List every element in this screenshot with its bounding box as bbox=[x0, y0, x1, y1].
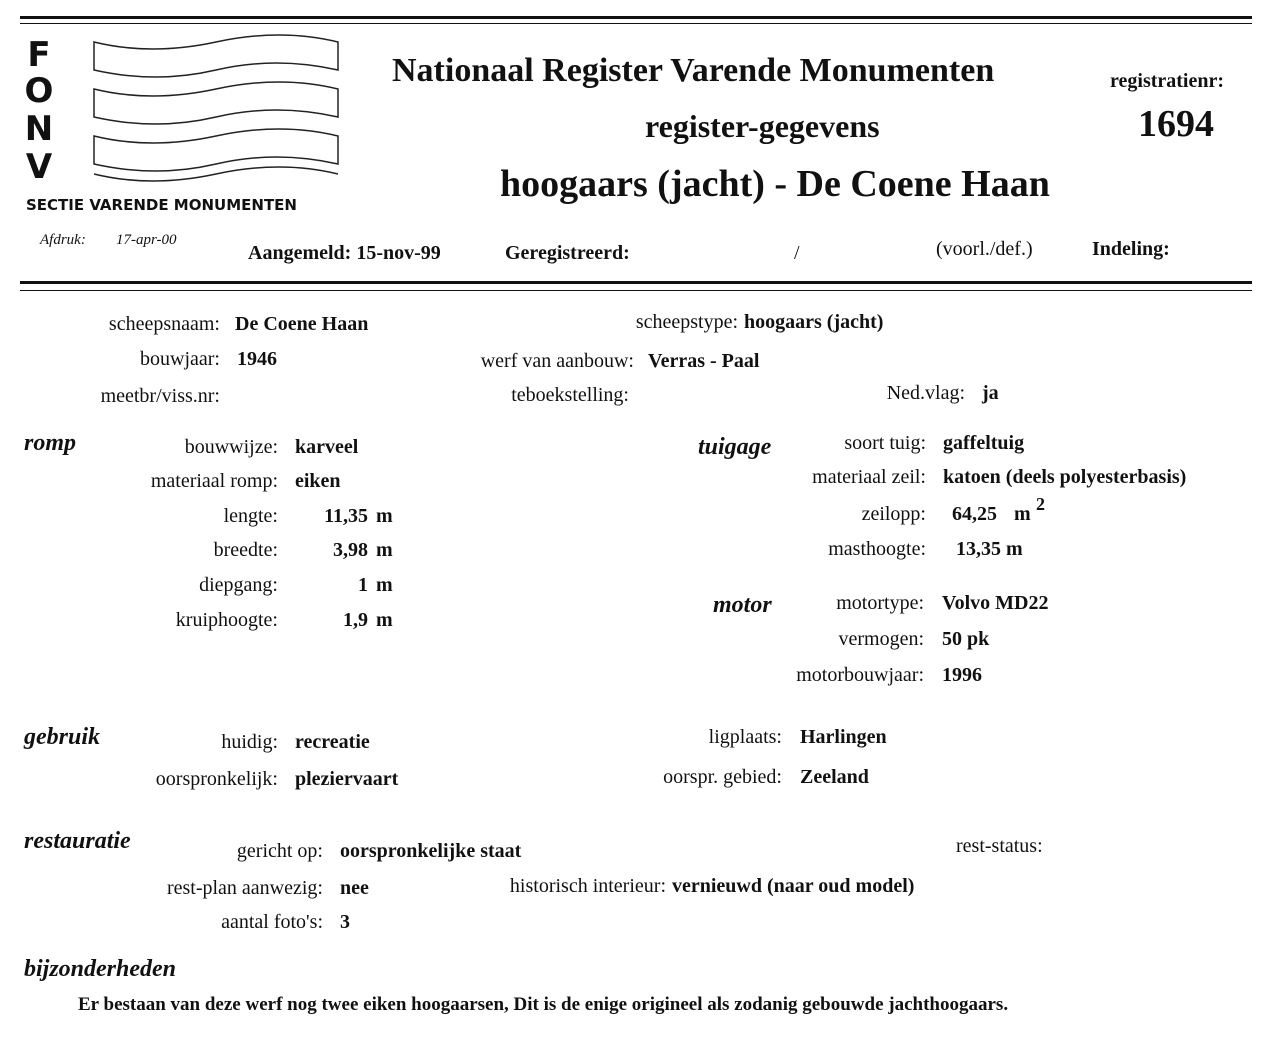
aantal-fotos-value: 3 bbox=[340, 911, 350, 933]
huidig-value: recreatie bbox=[295, 731, 370, 753]
tuigage-section-title: tuigage bbox=[698, 434, 772, 460]
masthoogte-value: 13,35 m bbox=[956, 538, 1023, 560]
meetbr-label: meetbr/viss.nr: bbox=[100, 385, 220, 407]
registration-number: 1694 bbox=[1138, 103, 1214, 145]
diepgang-unit: m bbox=[376, 574, 393, 596]
print-date: 17-apr-00 bbox=[116, 232, 177, 248]
wave-banners-icon bbox=[86, 34, 346, 192]
top-rule-thin bbox=[20, 23, 1252, 24]
motor-section-title: motor bbox=[713, 592, 772, 618]
oorspronkelijk-label: oorspronkelijk: bbox=[155, 768, 278, 790]
diepgang-value: 1 bbox=[358, 574, 368, 596]
kruiphoogte-label: kruiphoogte: bbox=[175, 609, 278, 631]
kruiphoogte-unit: m bbox=[376, 609, 393, 631]
rest-status-label: rest-status: bbox=[956, 835, 1043, 857]
lengte-value: 11,35 bbox=[324, 505, 368, 527]
ligplaats-label: ligplaats: bbox=[708, 726, 782, 748]
logo-letter-n: N bbox=[24, 109, 54, 149]
bijzonderheden-section-title: bijzonderheden bbox=[24, 956, 177, 982]
gericht-op-label: gericht op: bbox=[236, 840, 323, 862]
materiaal-romp-value: eiken bbox=[295, 470, 341, 492]
page-subtitle: register-gegevens bbox=[645, 108, 880, 144]
header-rule-thick bbox=[20, 281, 1252, 284]
teboekstelling-label: teboekstelling: bbox=[511, 384, 629, 406]
registered-date: Aangemeld: 15-nov-99 bbox=[248, 242, 441, 264]
diepgang-label: diepgang: bbox=[199, 574, 278, 596]
materiaal-zeil-value: katoen (deels polyesterbasis) bbox=[943, 466, 1187, 488]
lengte-label: lengte: bbox=[223, 505, 278, 527]
scheepstype-label: scheepstype: bbox=[635, 311, 738, 333]
oorspr-gebied-label: oorspr. gebied: bbox=[663, 766, 782, 788]
bouwwijze-value: karveel bbox=[295, 436, 359, 458]
huidig-label: huidig: bbox=[221, 731, 278, 753]
logo-letter-o: O bbox=[24, 71, 54, 111]
indeling-label: Indeling: bbox=[1092, 238, 1170, 260]
lengte-unit: m bbox=[376, 505, 393, 527]
nedvlag-value: ja bbox=[982, 382, 999, 404]
materiaal-romp-label: materiaal romp: bbox=[150, 470, 278, 492]
werf-value: Verras - Paal bbox=[648, 350, 760, 372]
soort-tuig-value: gaffeltuig bbox=[943, 432, 1025, 454]
geregistreerd-value: / bbox=[794, 242, 800, 264]
motortype-label: motortype: bbox=[836, 592, 924, 614]
kruiphoogte-value: 1,9 bbox=[343, 609, 368, 631]
rest-plan-label: rest-plan aanwezig: bbox=[166, 877, 323, 899]
aantal-fotos-label: aantal foto's: bbox=[221, 911, 323, 933]
bouwwijze-label: bouwwijze: bbox=[184, 436, 278, 458]
breedte-label: breedte: bbox=[213, 539, 278, 561]
rest-plan-value: nee bbox=[340, 877, 369, 899]
gebruik-section-title: gebruik bbox=[24, 724, 101, 750]
bouwjaar-value: 1946 bbox=[237, 348, 277, 370]
scheepstype-value: hoogaars (jacht) bbox=[744, 311, 884, 333]
print-label: Afdruk: bbox=[40, 232, 86, 248]
logo-section-text: SECTIE VARENDE MONUMENTEN bbox=[26, 196, 297, 214]
top-rule-thick bbox=[20, 16, 1252, 19]
header-rule-thin bbox=[20, 290, 1252, 291]
oorspronkelijk-value: pleziervaart bbox=[295, 768, 399, 790]
restauratie-section-title: restauratie bbox=[24, 828, 131, 854]
motortype-value: Volvo MD22 bbox=[942, 592, 1049, 614]
bijzonderheden-text: Er bestaan van deze werf nog twee eiken hoogaarsen, Dit is de enige origineel als zodanig gebouwde jachthoogaars. bbox=[78, 994, 1009, 1015]
historisch-interieur-label: historisch interieur: bbox=[509, 875, 666, 897]
logo-letter-v: V bbox=[25, 147, 53, 187]
geregistreerd-label: Geregistreerd: bbox=[505, 242, 630, 264]
materiaal-zeil-label: materiaal zeil: bbox=[812, 466, 926, 488]
zeilopp-label: zeilopp: bbox=[861, 503, 926, 525]
zeilopp-unit-superscript: 2 bbox=[1036, 494, 1045, 514]
breedte-unit: m bbox=[376, 539, 393, 561]
ligplaats-value: Harlingen bbox=[800, 726, 887, 748]
scheepsnaam-value: De Coene Haan bbox=[235, 313, 369, 335]
vermogen-value: 50 pk bbox=[942, 628, 990, 650]
historisch-interieur-value: vernieuwd (naar oud model) bbox=[672, 875, 915, 897]
vermogen-label: vermogen: bbox=[838, 628, 924, 650]
nedvlag-label: Ned.vlag: bbox=[886, 382, 965, 404]
page-title: Nationaal Register Varende Monumenten bbox=[392, 52, 995, 89]
zeilopp-unit: m bbox=[1014, 503, 1031, 525]
romp-section-title: romp bbox=[24, 430, 77, 456]
motorbouwjaar-label: motorbouwjaar: bbox=[796, 664, 924, 686]
zeilopp-value: 64,25 bbox=[952, 503, 997, 525]
bouwjaar-label: bouwjaar: bbox=[140, 348, 220, 370]
motorbouwjaar-value: 1996 bbox=[942, 664, 982, 686]
masthoogte-label: masthoogte: bbox=[828, 538, 926, 560]
scheepsnaam-label: scheepsnaam: bbox=[108, 313, 220, 335]
logo-letter-f: F bbox=[27, 35, 51, 75]
soort-tuig-label: soort tuig: bbox=[844, 432, 926, 454]
registration-label: registratienr: bbox=[1110, 70, 1225, 92]
oorspr-gebied-value: Zeeland bbox=[800, 766, 869, 788]
gericht-op-value: oorspronkelijke staat bbox=[340, 840, 522, 862]
breedte-value: 3,98 bbox=[333, 539, 368, 561]
vessel-heading: hoogaars (jacht) - De Coene Haan bbox=[500, 163, 1050, 205]
werf-label: werf van aanbouw: bbox=[480, 350, 634, 372]
voorl-def-label: (voorl./def.) bbox=[936, 238, 1033, 260]
